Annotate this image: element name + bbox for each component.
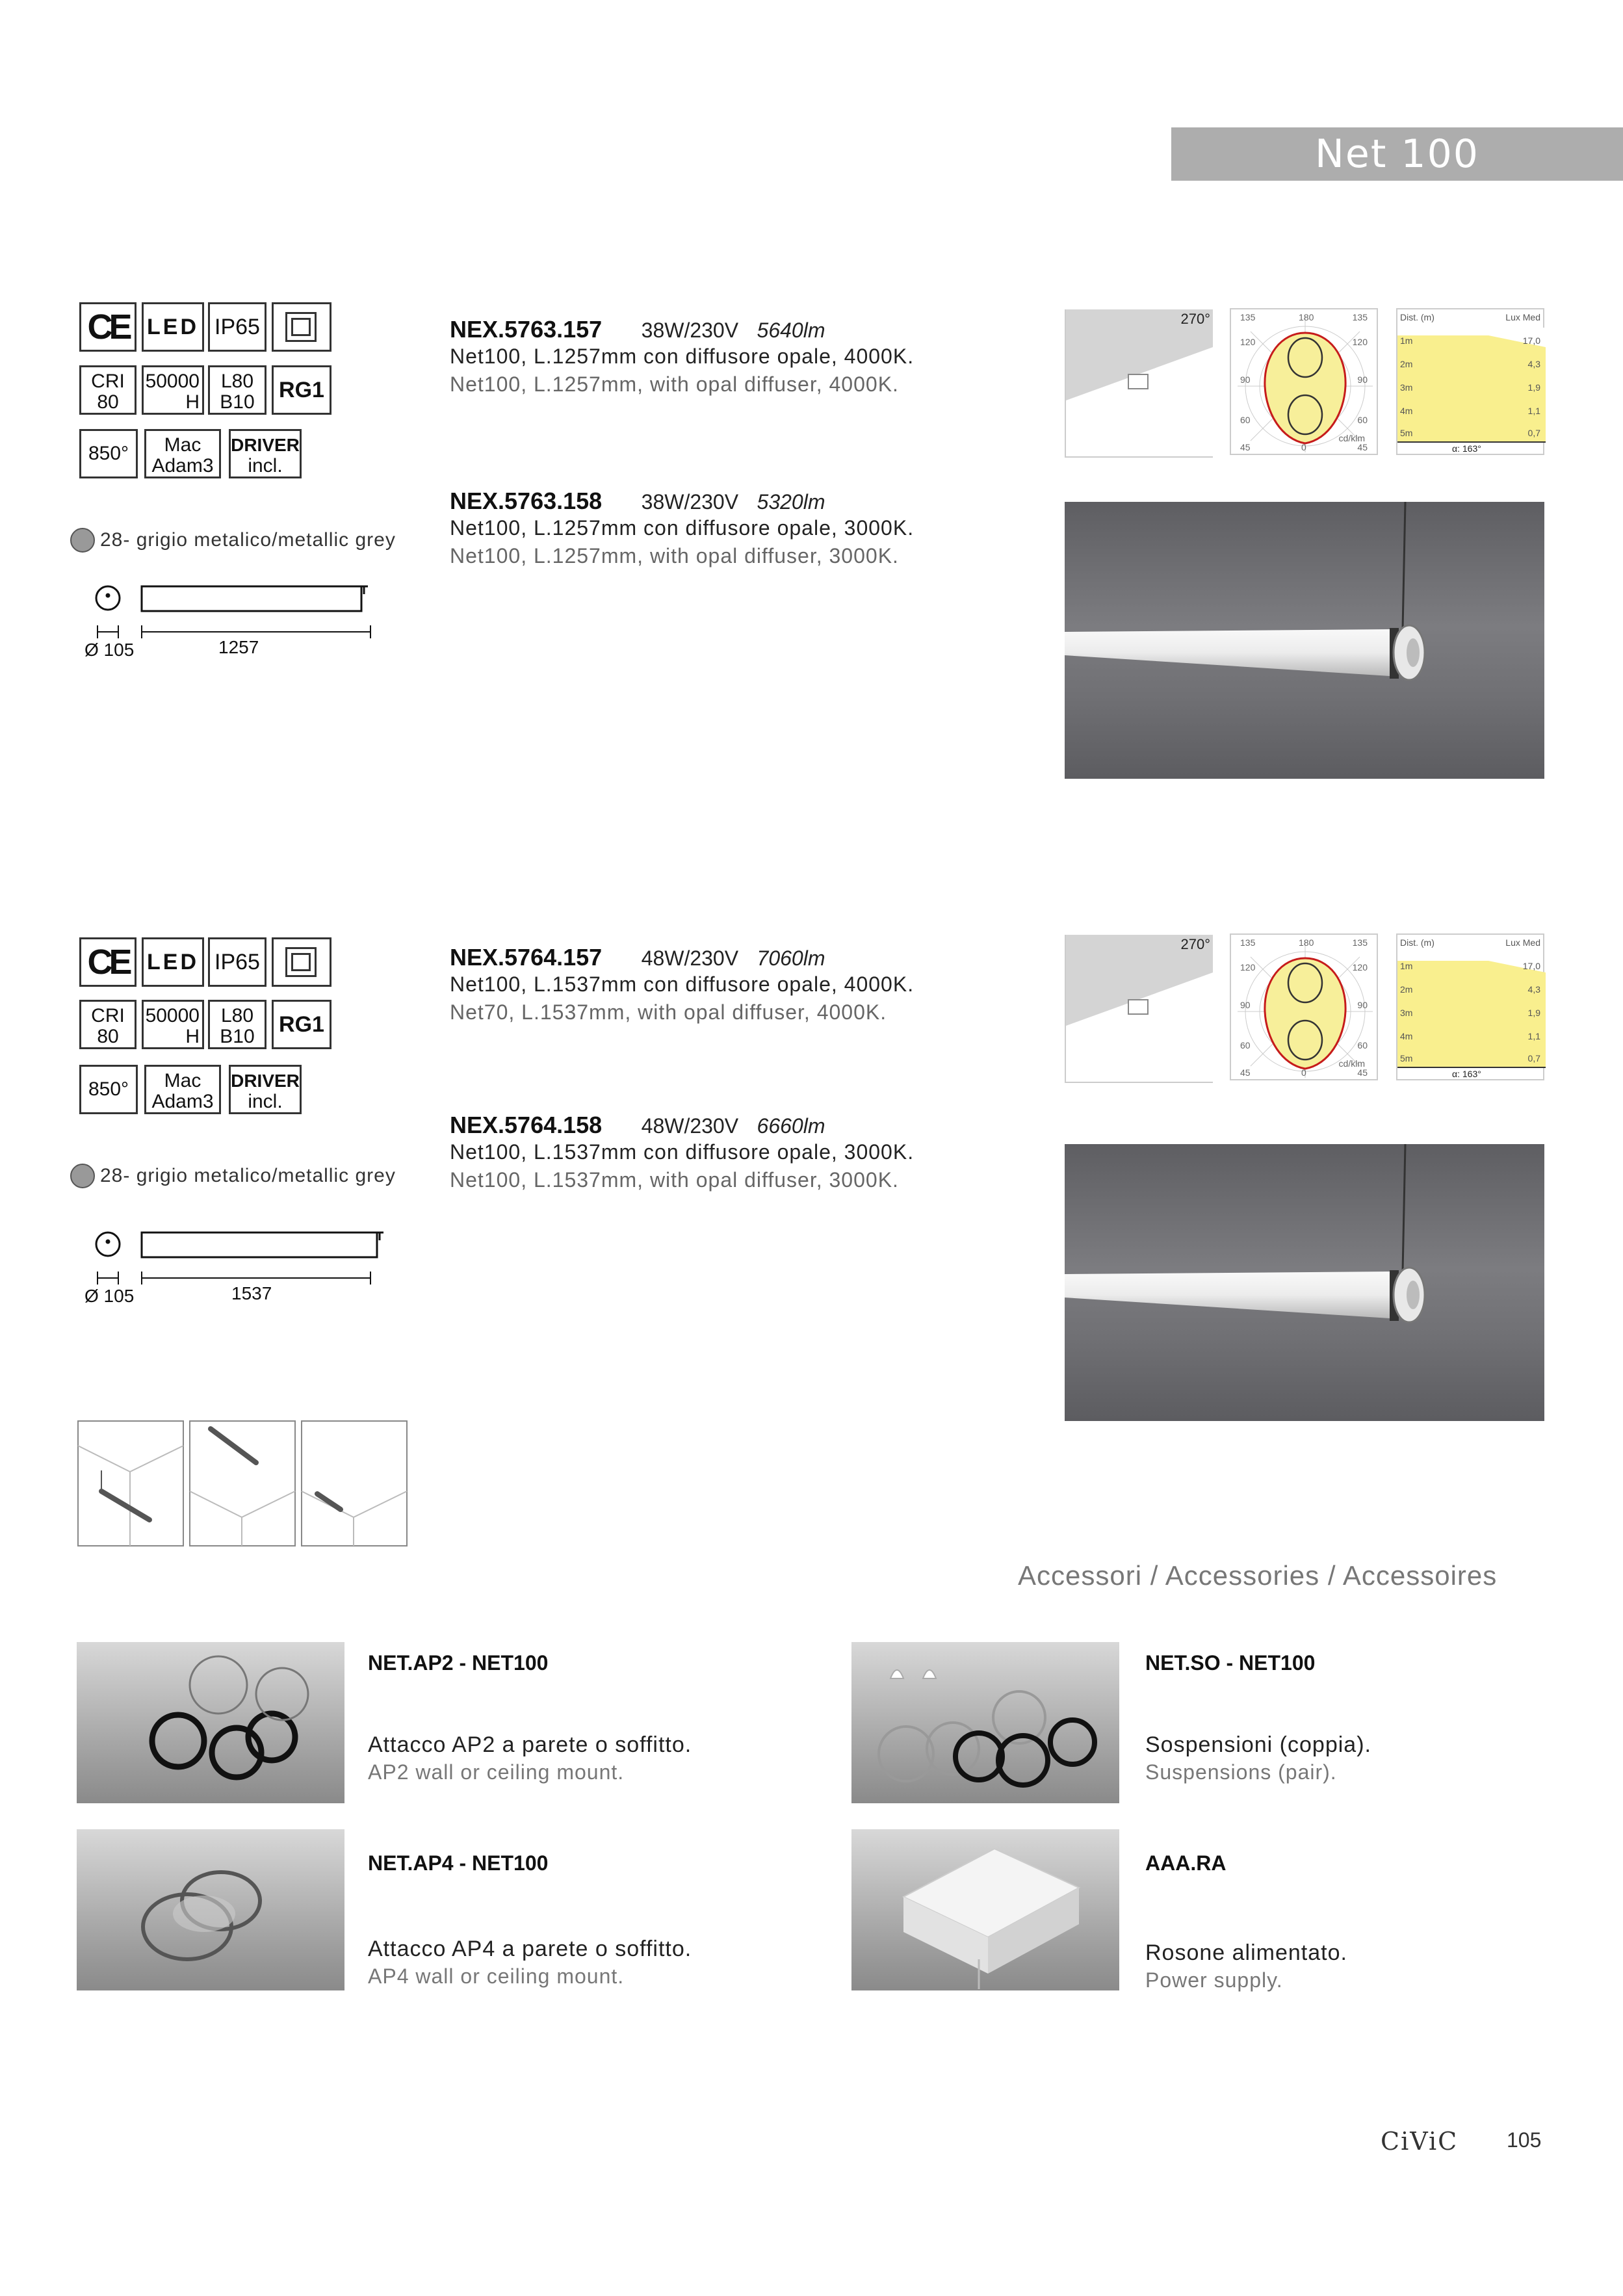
power-spec: 38W/230V [641,490,739,514]
lumen-spec: 6660lm [757,1114,825,1138]
diameter-label: Ø 105 [84,1286,135,1306]
power-spec: 48W/230V [641,946,739,970]
installation-thumbnails [77,1420,409,1547]
variant-1 [450,316,1035,397]
rg1-badge: RG1 [272,1000,331,1049]
lifetime-badge: 50000 H [142,365,204,415]
description-en: Net100, L.1537mm, with opal diffuser, 3000K. [450,1168,899,1192]
cri-badge: CRI 80 [79,365,136,415]
polar-diagram: 135 180 135 120 120 90 90 60 60 45 0 45 cd/klm [1230,308,1378,455]
accessory-code: NET.AP4 - NET100 [368,1851,549,1875]
variant-2 [450,1112,1035,1192]
accessory-photo-ap4 [77,1829,344,1990]
page-number: 105 [1507,2128,1542,2152]
ce-badge: CE [79,937,136,987]
ip65-badge: IP65 [208,302,266,352]
installation-options [77,1420,409,1547]
description-it: Net100, L.1257mm con diffusore opale, 3000K. [450,516,915,540]
page-title-text: Net 100 [1315,131,1479,177]
power-spec: 38W/230V [641,319,739,342]
accessory-description-it: Rosone alimentato. [1145,1940,1347,1965]
macadam-badge: Mac Adam3 [144,429,221,478]
driver-badge: DRIVER incl. [229,1065,302,1114]
lux-table: Dist. (m) Lux Med 1m 17,0 2m 4,3 3m 1,9 4m 1,1 5m 0,7 α: 163° [1396,308,1544,455]
color-label: 28- grigio metalico/metallic grey [100,529,396,551]
beam-angle-diagram [1065,935,1213,1083]
product-photo [1065,502,1544,779]
accessory-photo-ap2 [77,1642,344,1803]
accessory-code: NET.SO - NET100 [1145,1651,1316,1675]
accessory-photo-ra [851,1829,1119,1990]
color-label: 28- grigio metalico/metallic grey [100,1165,396,1186]
product-photo [1065,1144,1544,1421]
accessory-description-it: Attacco AP4 a parete o soffitto. [368,1937,692,1961]
accessory-description-it: Attacco AP2 a parete o soffitto. [368,1732,692,1757]
lumen-spec: 5640lm [757,319,825,342]
accessory-ap4 [368,1851,784,1989]
polar-diagram: 135 180 135 120 120 90 90 60 60 45 0 45 cd/klm [1230,933,1378,1080]
accessory-ra [1145,1851,1561,1992]
cct-badge: 850° [79,429,138,478]
brand-logo: CiViC [1381,2127,1459,2156]
accessory-photo-so [851,1642,1119,1803]
accessories-title: Accessori / Accessories / Accessoires [1018,1560,1498,1591]
description-en: Net70, L.1537mm, with opal diffuser, 4000K. [450,1000,887,1024]
lux-table: Dist. (m) Lux Med 1m 17,0 2m 4,3 3m 1,9 4m 1,1 5m 0,7 α: 163° [1396,933,1544,1080]
led-badge: LED [142,302,204,352]
accessory-description-it: Sospensioni (coppia). [1145,1732,1371,1757]
product-code: NEX.5763.158 [450,488,603,514]
beam-angle-label: 270° [1180,936,1210,952]
accessory-code: AAA.RA [1145,1851,1227,1875]
macadam-badge: Mac Adam3 [144,1065,221,1114]
accessory-description-en: AP2 wall or ceiling mount. [368,1760,625,1784]
ip65-badge: IP65 [208,937,266,987]
beam-angle-label: 270° [1180,311,1210,327]
length-label: 1537 [231,1283,272,1303]
description-it: Net100, L.1537mm con diffusore opale, 3000K. [450,1140,915,1164]
description-en: Net100, L.1257mm, with opal diffuser, 4000K. [450,372,899,396]
accessory-so [1145,1651,1561,1784]
description-it: Net100, L.1257mm con diffusore opale, 4000K. [450,345,915,368]
length-label: 1257 [218,637,259,657]
description-it: Net100, L.1537mm con diffusore opale, 4000K. [450,972,915,996]
l80-b10-badge: L80 B10 [208,1000,266,1049]
accessory-ap2 [368,1651,784,1784]
color-swatch [70,1164,95,1188]
accessory-description-en: AP4 wall or ceiling mount. [368,1964,625,1988]
accessory-description-en: Power supply. [1145,1968,1283,1992]
lumen-spec: 5320lm [757,490,825,514]
ce-badge: CE [79,302,136,352]
product-code: NEX.5764.158 [450,1112,603,1138]
diameter-label: Ø 105 [84,640,135,660]
lifetime-badge: 50000 H [142,1000,204,1049]
cct-badge: 850° [79,1065,138,1114]
l80-b10-badge: L80 B10 [208,365,266,415]
driver-badge: DRIVER incl. [229,429,302,478]
page-title [1171,127,1623,181]
class2-icon [272,937,331,987]
description-en: Net100, L.1257mm, with opal diffuser, 3000K. [450,544,899,567]
variant-2 [450,488,1035,568]
product-code: NEX.5764.157 [450,944,603,971]
accessory-code: NET.AP2 - NET100 [368,1651,549,1675]
product-code: NEX.5763.157 [450,316,603,343]
accessory-description-en: Suspensions (pair). [1145,1760,1337,1784]
class2-icon [272,302,331,352]
color-swatch [70,528,95,553]
lumen-spec: 7060lm [757,946,825,970]
led-badge: LED [142,937,204,987]
beam-angle-diagram [1065,309,1213,458]
rg1-badge: RG1 [272,365,331,415]
cri-badge: CRI 80 [79,1000,136,1049]
variant-1 [450,944,1035,1024]
power-spec: 48W/230V [641,1114,739,1138]
